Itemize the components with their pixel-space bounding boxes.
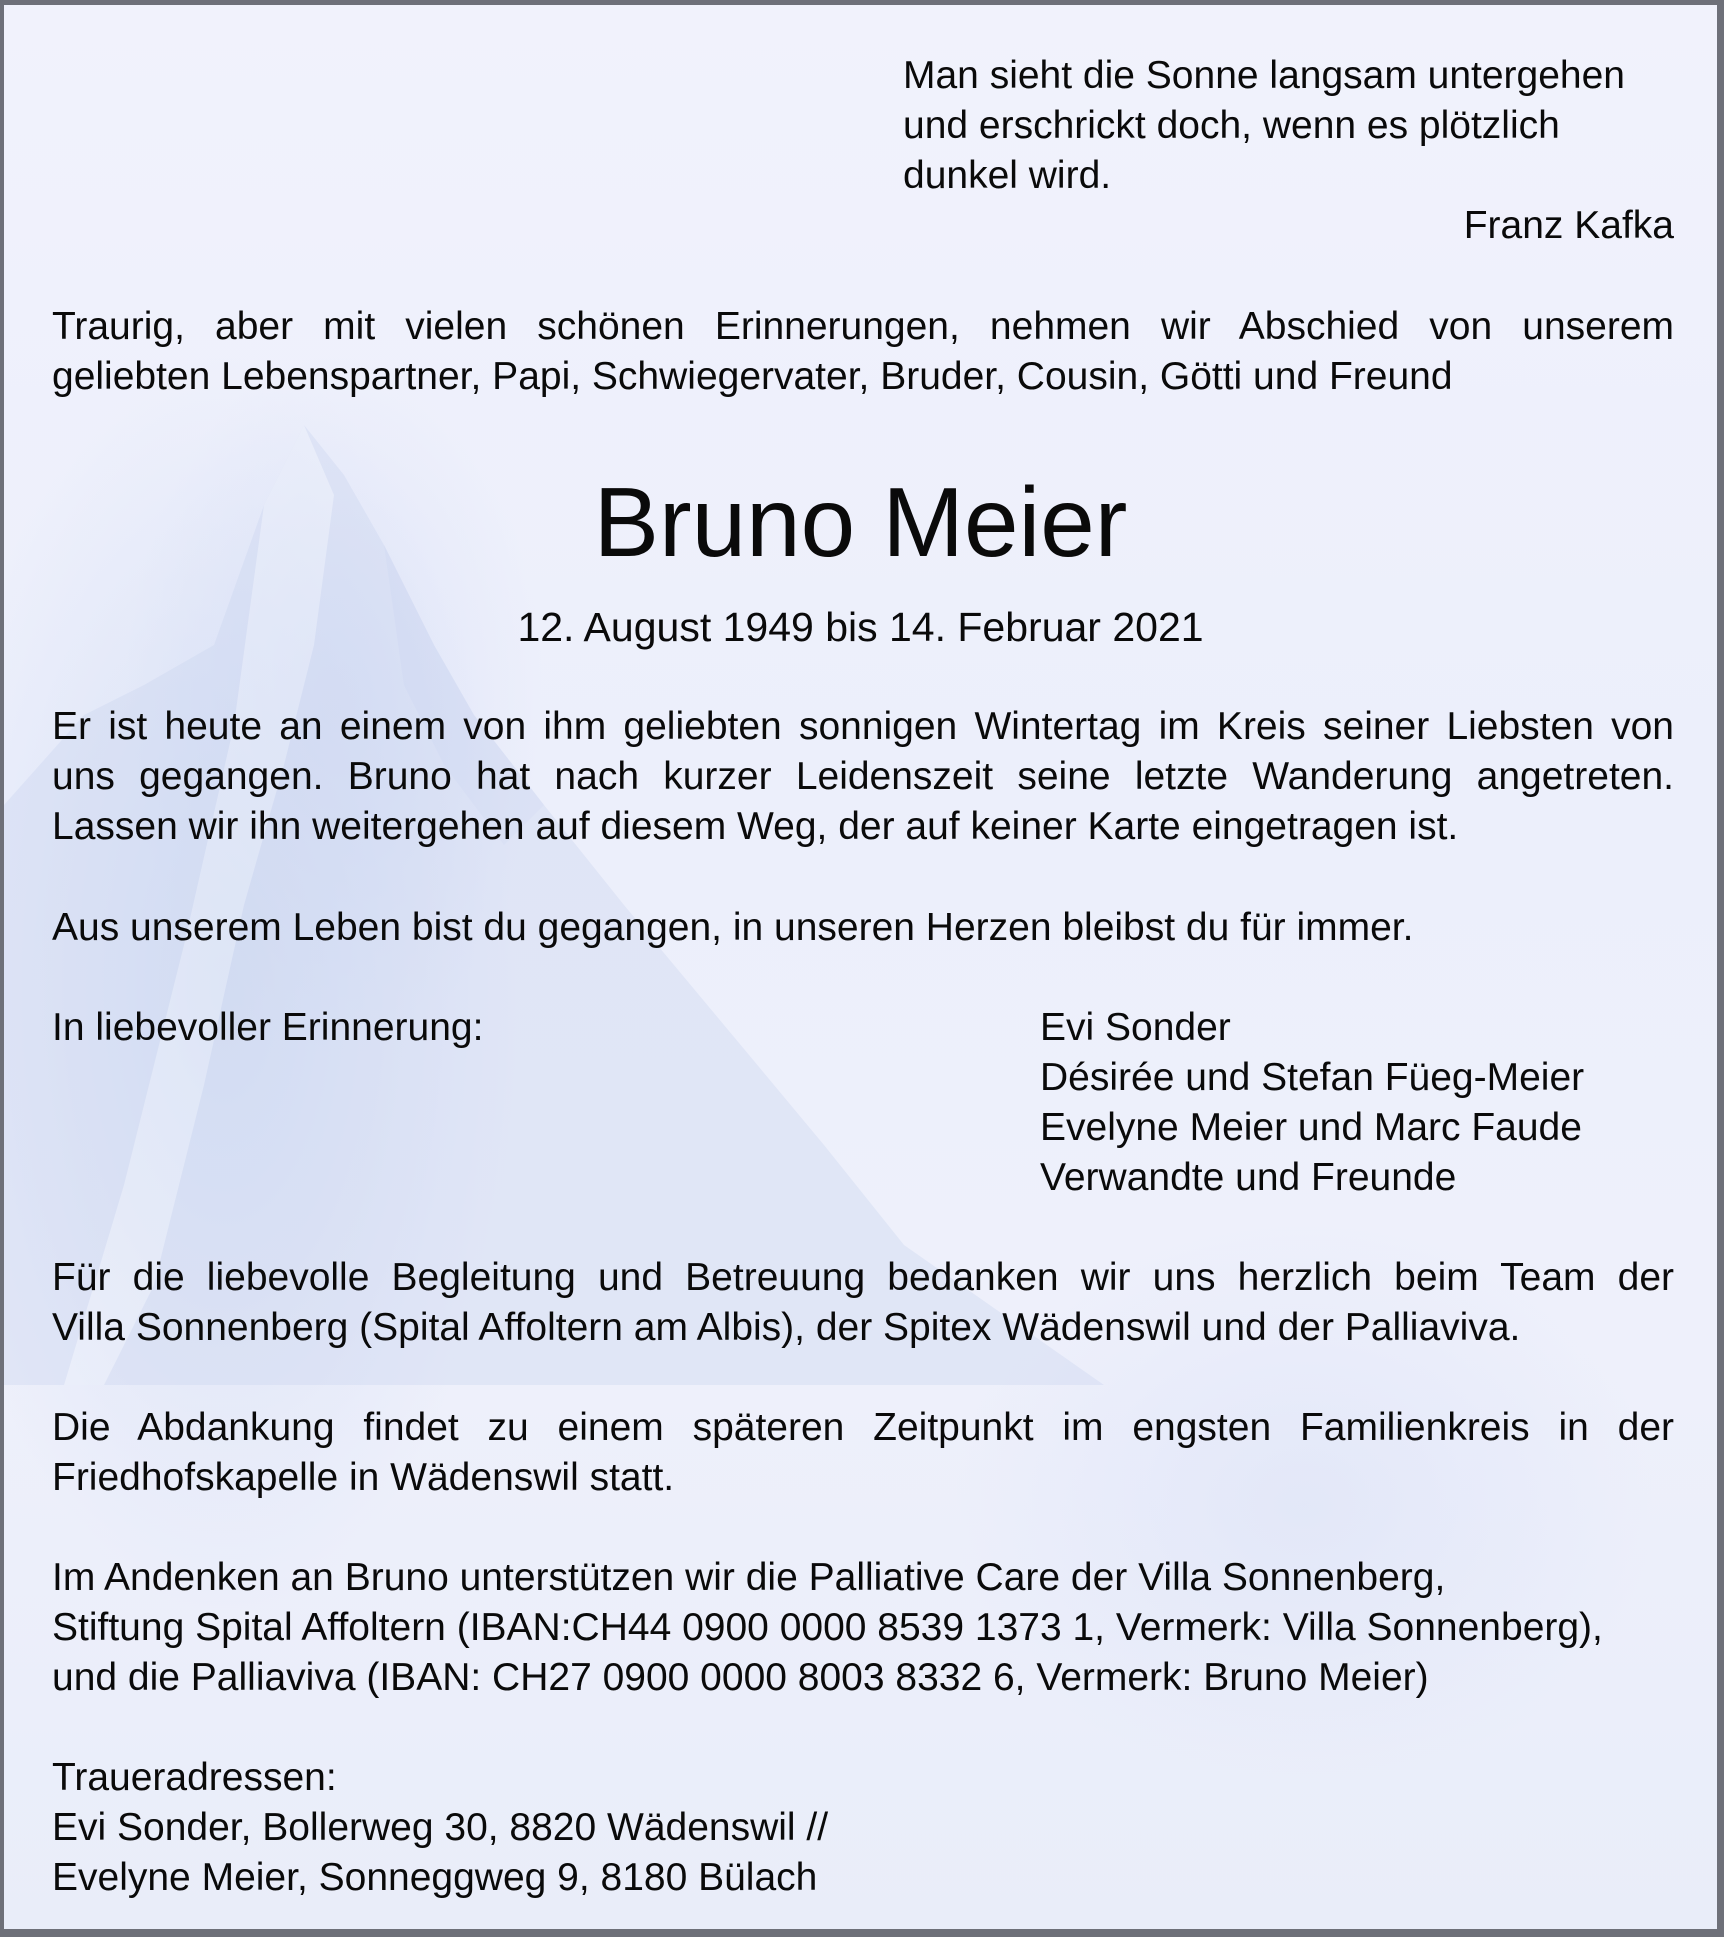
paragraph-line: Villa Sonnenberg (Spital Affoltern am Albis), der Spitex Wädenswil und der Palliaviva. <box>52 1306 1521 1349</box>
quote-line: und erschrickt doch, wenn es plötzlich <box>903 104 1560 147</box>
mourning-addresses <box>52 1753 828 1903</box>
deceased-name: Bruno Meier <box>593 467 1128 577</box>
intro-line: geliebten Lebenspartner, Papi, Schwiegervater, Bruder, Cousin, Götti und Freund <box>52 355 1453 398</box>
obituary-card <box>4 5 1717 1929</box>
mourner-name: Désirée und Stefan Füeg-Meier <box>1040 1056 1585 1099</box>
mourner-name: Evi Sonder <box>1040 1006 1231 1049</box>
passing-paragraph <box>52 702 1674 852</box>
paragraph-line: Friedhofskapelle in Wädenswil statt. <box>52 1456 675 1499</box>
paragraph-line: Aus unserem Leben bist du gegangen, in unseren Herzen bleibst du für immer. <box>52 906 1414 949</box>
mourner-name: Evelyne Meier und Marc Faude <box>1040 1106 1582 1149</box>
quote-author: Franz Kafka <box>1463 204 1674 247</box>
intro-paragraph <box>52 302 1674 402</box>
donation-paragraph <box>52 1553 1692 1703</box>
life-dates: 12. August 1949 bis 14. Februar 2021 <box>517 604 1204 650</box>
addresses-label: Traueradressen: <box>52 1756 337 1799</box>
paragraph-line: Die Abdankung findet zu einem späteren Zeitpunkt im engsten Familienkreis in der <box>52 1406 1674 1449</box>
in-memory-label: In liebevoller Erinnerung: <box>52 1006 484 1049</box>
paragraph-line: Stiftung Spital Affoltern (IBAN:CH44 0900 0000 8539 1373 1, Vermerk: Villa Sonnenberg), <box>52 1606 1603 1649</box>
address-line: Evi Sonder, Bollerweg 30, 8820 Wädenswil // <box>52 1806 829 1849</box>
funeral-paragraph <box>52 1403 1674 1503</box>
paragraph-line: Er ist heute an einem von ihm geliebten sonnigen Wintertag im Kreis seiner Liebsten von <box>52 705 1674 748</box>
paragraph-line: Für die liebevolle Begleitung und Betreuung bedanken wir uns herzlich beim Team der <box>52 1256 1674 1299</box>
quote-line: dunkel wird. <box>903 154 1112 197</box>
mourners-list <box>1040 1003 1584 1203</box>
paragraph-line: uns gegangen. Bruno hat nach kurzer Leidenszeit seine letzte Wanderung angetreten. <box>52 755 1674 798</box>
paragraph-line: Im Andenken an Bruno unterstützen wir die Palliative Care der Villa Sonnenberg, <box>52 1556 1446 1599</box>
quote-line: Man sieht die Sonne langsam untergehen <box>903 54 1625 97</box>
thanks-paragraph <box>52 1253 1674 1353</box>
address-line: Evelyne Meier, Sonneggweg 9, 8180 Bülach <box>52 1856 818 1899</box>
paragraph-line: Lassen wir ihn weitergehen auf diesem Weg, der auf keiner Karte eingetragen ist. <box>52 805 1459 848</box>
intro-line: Traurig, aber mit vielen schönen Erinnerungen, nehmen wir Abschied von unserem <box>52 305 1674 348</box>
remembrance-paragraph <box>52 903 1674 953</box>
kafka-quote <box>903 51 1674 201</box>
mourner-name: Verwandte und Freunde <box>1040 1156 1457 1199</box>
paragraph-line: und die Palliaviva (IBAN: CH27 0900 0000 8003 8332 6, Vermerk: Bruno Meier) <box>52 1656 1429 1699</box>
